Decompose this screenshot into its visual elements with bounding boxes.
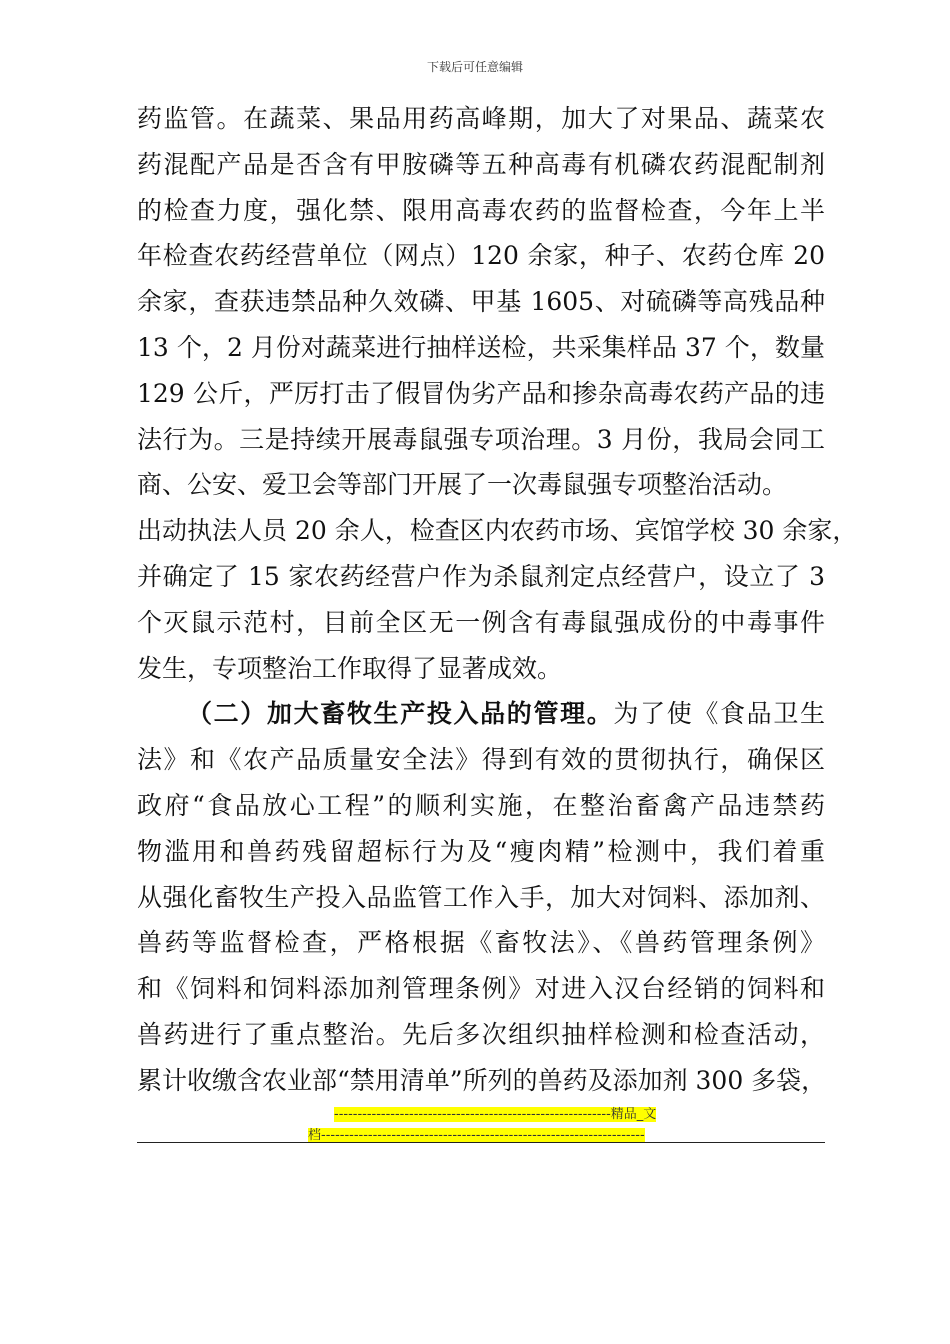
body-line: 13 个，2 月份对蔬菜进行抽样送检，共采集样品 37 个，数量 [137,332,825,362]
body-line: 并确定了 15 家农药经营户作为杀鼠剂定点经营户，设立了 3 [137,561,825,591]
body-line: 累计收缴含农业部“禁用清单”所列的兽药及添加剂 300 多袋， [137,1065,827,1095]
body-line: 药混配产品是否含有甲胺磷等五种高毒有机磷农药混配制剂 [137,149,825,179]
body-line: 法》和《农产品质量安全法》得到有效的贯彻执行，确保区 [137,745,825,775]
body-line: 出动执法人员 20 余人，检查区内农药市场、宾馆学校 30 余家， [137,516,858,546]
body-line: 发生，专项整治工作取得了显著成效。 [137,653,563,683]
body-line: 兽药等监督检查，严格根据《畜牧法》、《兽药管理条例》 [137,928,825,958]
section-2-first-line [137,691,825,737]
body-line: 的检查力度，强化禁、限用高毒农药的监督检查，今年上半 [137,195,825,225]
body-line: 个灭鼠示范村，目前全区无一例含有毒鼠强成份的中毒事件 [137,607,825,637]
footer-watermark-line-2 [0,1124,950,1143]
body-line: 兽药进行了重点整治。先后多次组织抽样检测和检查活动， [137,1019,825,1049]
body-line: 129 公斤，严厉打击了假冒伪劣产品和掺杂高毒农药产品的违 [137,378,825,408]
body-line: 年检查农药经营单位（网点）120 余家，种子、农药仓库 20 [137,241,825,271]
body-line: 药监管。在蔬菜、果品用药高峰期，加大了对果品、蔬菜农 [137,104,825,133]
footer-divider [137,1142,825,1143]
body-line: 商、公安、爱卫会等部门开展了一次毒鼠强专项整治活动。 [137,470,788,500]
body-text [137,96,858,1104]
header-note: 下载后可任意编辑 [426,60,523,74]
footer-watermark-text-1: -----------------------------------------------------------精品_文 [334,1107,657,1122]
body-line: 和《饲料和饲料添加剂管理条例》对进入汉台经销的饲料和 [137,974,825,1004]
body-line: 物滥用和兽药残留超标行为及“瘦肉精”检测中，我们着重 [137,836,825,866]
body-line: 法行为。三是持续开展毒鼠强专项治理。3 月份，我局会同工 [137,424,825,454]
body-line: 从强化畜牧生产投入品监管工作入手，加大对饲料、添加剂、 [137,882,825,912]
section-2-heading: （二）加大畜牧生产投入品的管理。 [187,699,614,729]
body-line: 余家，查获违禁品种久效磷、甲基 1605、对硫磷等高残品种 [137,287,825,317]
body-line: 政府“食品放心工程”的顺利实施，在整治畜禽产品违禁药 [137,790,825,820]
section-2-first-tail: 为了使《食品卫生 [613,699,825,729]
footer-watermark-line-1 [0,1103,950,1122]
footer-watermark-text-2: 档--------------------------------------------------------------------- [308,1128,645,1143]
